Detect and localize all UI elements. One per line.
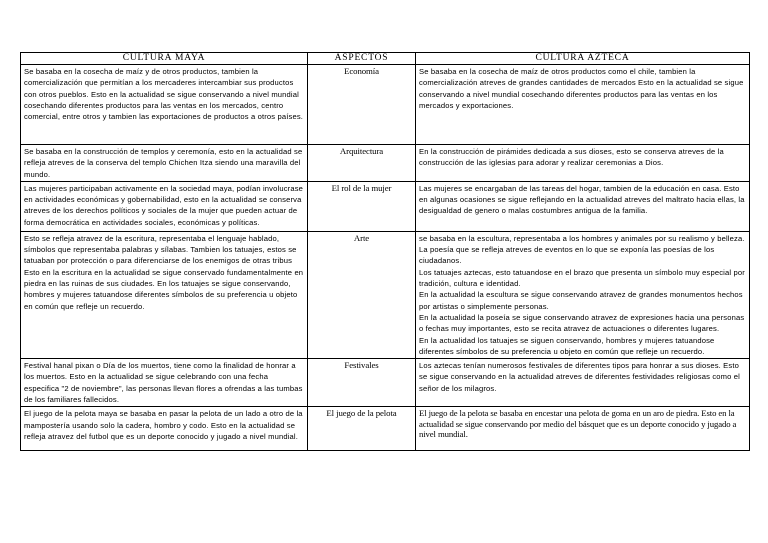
- comparison-table: [20, 52, 750, 451]
- cell-text: En la actualidad los tatuajes se siguen conservando, hombres y mujeres tatuandose diferentes símbolos de su preferencia u objeto en común que refleje un recuerdo.: [419, 335, 715, 356]
- cell-text: En la construcción de pirámides dedicada a sus dioses, esto se conserva atreves de la construcción de las iglesias para adorar y realizar ceremonias a Dios.: [419, 147, 724, 168]
- cell-azteca: [416, 65, 750, 145]
- cell-maya: [21, 359, 308, 407]
- cell-text: En la actualidad la poseía se sigue conservando atravez de expresiones hacia una personas o fechas muy importantes, esto se recita atravez de actuaciones o diferentes lugares.: [419, 312, 745, 334]
- table-row: [21, 145, 750, 182]
- cell-text: Las mujeres participaban activamente en la sociedad maya, podían involucrase en actividades económicas y gobernabilidad, esto en la actualidad se conserva atreves de los derechos políticos y sociales de la mujer que pueden actuar de forma democrática en actividades sociales, económicas y políticas.: [24, 183, 304, 227]
- header-aspectos: ASPECTOS: [308, 53, 416, 65]
- table-row: [21, 181, 750, 231]
- cell-text: Los aztecas tenían numerosos festivales de diferentes tipos para honrar a sus dioses. Esto se sigue conservando en la actualidad atreves de diferentes festividades religiosas como el señor de los milagros.: [419, 361, 740, 393]
- cell-text: Se basaba en la construcción de templos y ceremonía, esto en la actualidad se refleja atreves de la conserva del templo Chichen Itza siendo una maravilla del mundo.: [24, 147, 303, 179]
- cell-aspecto: El juego de la pelota: [308, 407, 416, 451]
- cell-text: se basaba en la escultura, representaba a los hombres y animales por su realismo y belleza.: [419, 233, 745, 243]
- cell-aspecto: Economía: [308, 65, 416, 145]
- table-row: [21, 65, 750, 145]
- header-azteca: CULTURA AZTECA: [416, 53, 750, 65]
- header-row: [21, 53, 750, 65]
- cell-maya: [21, 231, 308, 358]
- cell-aspecto: Arquitectura: [308, 145, 416, 182]
- cell-text: La poesía que se refleja atreves de eventos en lo que se exponía las poesías de los ciudadanos.: [419, 245, 715, 266]
- cell-text: El juego de la pelota se basaba en encestar una pelota de goma en un aro de piedra. Esto en la actualidad se sigue conservando por medio del básquet que es un deporte conocido y jugado a nivel mundial.: [419, 408, 737, 440]
- header-maya: CULTURA MAYA: [21, 53, 308, 65]
- cell-maya: [21, 65, 308, 145]
- cell-text: Se basaba en la cosecha de maíz y de otros productos, tambien la comercialización que permitían a los mercaderes intercambiar sus productos con otros pueblos. Esto en la actualidad se sigue conservando a nivel mundial cosechando diferentes productos para las ventas en los mercados, centro comercial, entre otros y tambien las exportaciones de productos a otros países.: [24, 67, 304, 122]
- cell-azteca: [416, 145, 750, 182]
- cell-maya: [21, 145, 308, 182]
- cell-text: El juego de la pelota maya se basaba en pasar la pelota de un lado a otro de la mampostería usando solo la cadera, hombro y codo. Esto en la actualidad se refleja atravez del futbol que es un deporte conocido y jugado a nivel mundial.: [24, 409, 303, 441]
- cell-text: Festival hanal pixan o Día de los muertos, tiene como la finalidad de honrar a los muertos. Esto en la actualidad se sigue celebrando con una fecha especifica "2 de noviembre", las personas llevan flores a ofrendas a las tumbas de los familiares fallecidos.: [24, 361, 303, 405]
- cell-azteca: [416, 231, 750, 358]
- cell-text: Los tatuajes aztecas, esto tatuandose en el brazo que presenta un símbolo muy especial por tradición, cultura e identidad.: [419, 267, 745, 289]
- table-row: [21, 359, 750, 407]
- cell-maya: [21, 407, 308, 451]
- cell-aspecto: Festivales: [308, 359, 416, 407]
- cell-text: Esto se refleja atravez de la escritura, representaba el lenguaje hablado, símbolos que representaba palabras y sílabas. Tambien los tatuajes, estos se tatuaban por protección o para diferenciarse de los enemigos de otras tribus Esto en la escritura en la actualidad se sigue conservado fundamentalmente en piedra en las ruinas de sus ciudades. En los tatuajes se sigue conservando, hombres y mujeres tatuandose diferentes símbolos de su preferencia u objeto en común que refleje un recuerdo.: [24, 233, 304, 311]
- cell-aspecto: Arte: [308, 231, 416, 358]
- cell-maya: [21, 181, 308, 231]
- cell-azteca: [416, 359, 750, 407]
- cell-azteca: [416, 181, 750, 231]
- cell-text: En la actualidad la escultura se sigue conservando atravez de grandes monumentos hechos por artistas o simplemente personas.: [419, 290, 743, 311]
- cell-text: Se basaba en la cosecha de maíz de otros productos como el chile, tambien la comercialización atreves de grandes cantidades de mercados Esto en la actualidad se sigue conservando a nivel mundial cosechando diferentes productos para las ventas en los mercados y exportaciones.: [419, 67, 744, 110]
- table-row: [21, 407, 750, 451]
- cell-text: Las mujeres se encargaban de las tareas del hogar, tambien de la educación en casa. Esto en algunas ocasiones se sigue reflejando en la actualidad atreves del maltrato hacia ellas, la desigualdad de genero o malas costumbres antigua de la familia.: [419, 183, 745, 216]
- cell-aspecto: El rol de la mujer: [308, 181, 416, 231]
- table-row: [21, 231, 750, 358]
- cell-azteca: [416, 407, 750, 451]
